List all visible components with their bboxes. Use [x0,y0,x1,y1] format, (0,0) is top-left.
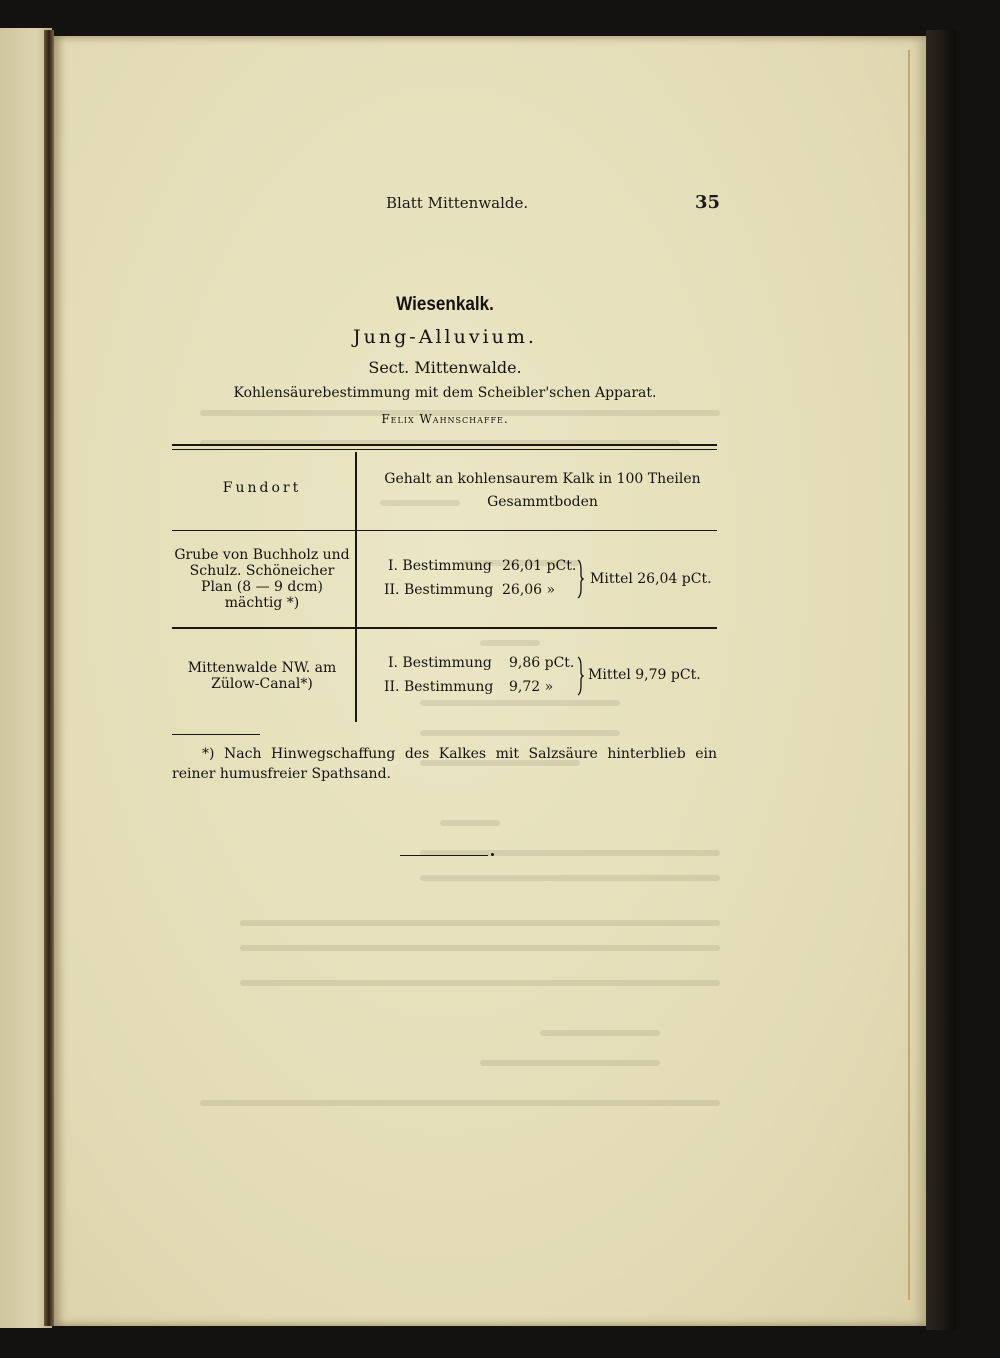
table-row-2-bestimmung-2-label: II. Bestimmung [384,679,494,695]
author-name: Felix Wahnschaffe. [381,412,509,426]
section-title: Wiesenkalk. [396,294,494,315]
book-cover-edge [926,30,956,1330]
section-subtitle: Jung-Alluvium. [353,326,537,348]
table-row-1-bestimmung-1-value: 26,01 pCt. [502,558,577,574]
table-row-2-bestimmung-1-value: 9,86 pCt. [509,655,575,671]
table-header-fundort: Fundort [222,480,302,496]
table-column-divider [355,452,357,722]
table-row-1-bestimmung-1-label: I. Bestimmung [388,558,492,574]
table-row-1-bestimmung-2-label: II. Bestimmung [384,582,494,598]
brace-icon [576,559,584,599]
table-row-2-fundort: Mittenwalde NW. am Zülow-Canal*) [187,660,337,692]
end-rule [400,855,488,856]
method-description: Kohlensäurebestimmung mit dem Scheibler'schen Apparat. [233,385,657,401]
running-title: Blatt Mittenwalde. [386,194,529,212]
brace-icon [576,656,584,696]
book-gutter [44,30,54,1326]
running-head [300,192,720,218]
table-row-1-fundort: Grube von Buchholz und Schulz. Schöneicher Plan (8 — 9 dcm) mächtig *) [174,547,350,611]
section-location: Sect. Mittenwalde. [368,358,522,377]
table-row-1-mittel: Mittel 26,04 pCt. [590,571,712,587]
table-top-rule [172,444,717,446]
table-top-rule-thin [172,449,717,450]
table-row-2-mittel: Mittel 9,79 pCt. [588,667,701,683]
table-row-divider [172,627,717,629]
end-dot [491,853,494,856]
footnote-rule [172,734,260,735]
page-number: 35 [694,192,720,213]
table-row-1-bestimmung-2-value: 26,06 » [502,582,556,598]
table-row-2-bestimmung-2-value: 9,72 » [509,679,554,695]
footnote: *) Nach Hinwegschaffung des Kalkes mit Salzsäure hinterblieb ein reiner humusfreier Spathsand. [172,746,717,782]
page-edge-line [908,50,910,1300]
table-header-rule [172,530,717,531]
table-row-2-bestimmung-1-label: I. Bestimmung [388,655,492,671]
table-header-gehalt: Gehalt an kohlensaurem Kalk in 100 Theilen Gesammtboden [384,471,701,510]
